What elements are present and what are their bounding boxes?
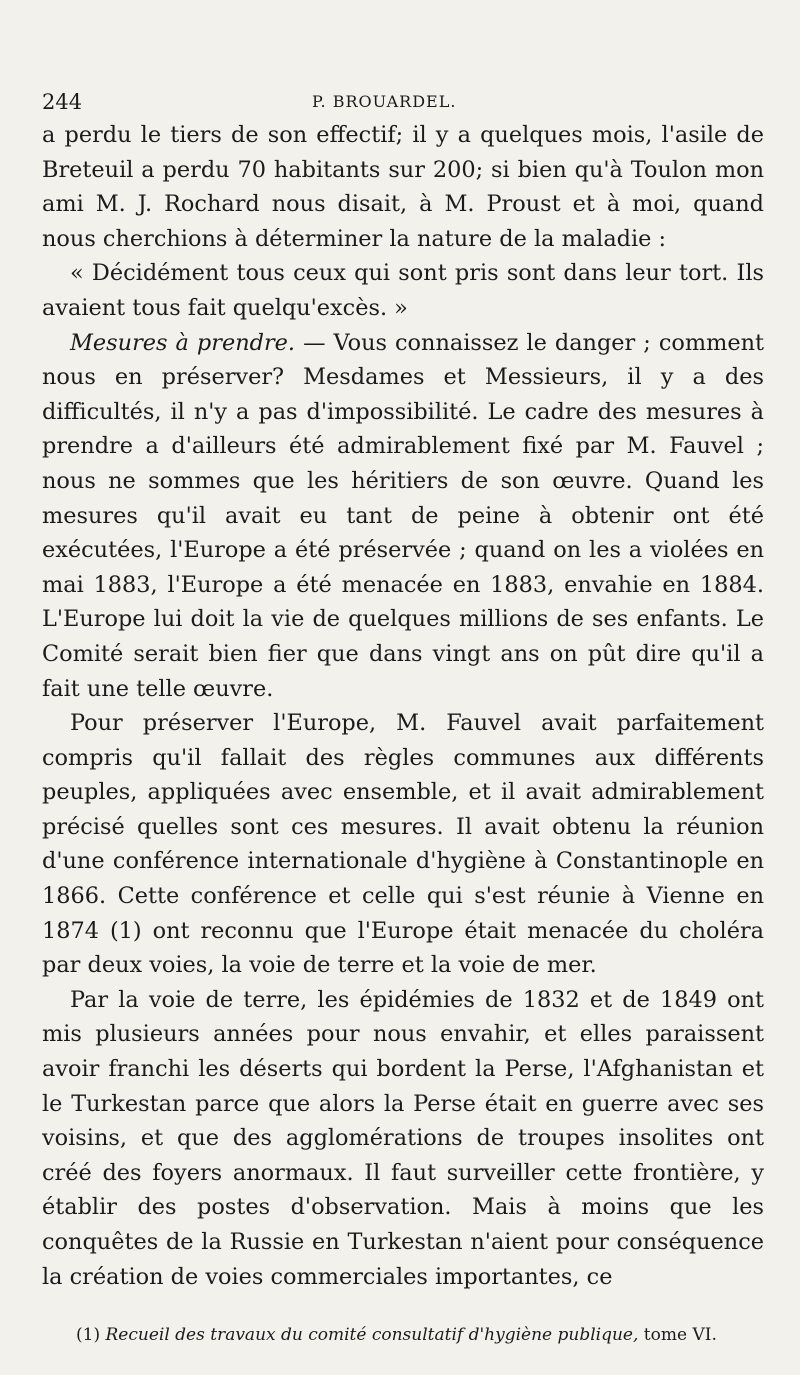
paragraph-3-text: — Vous connaissez le danger ; comment nous en préserver? Mesdames et Messieurs, il y a des difficultés, il n'y a pas d'impossibilité. Le cadre des mesures à prendre a d'ailleurs été admirablement fixé par M. Fauvel ; nous ne sommes que les héritiers de son œuvre. Quand les mesures qu'il avait eu tant de peine à obtenir ont été exécutées, l'Europe a été préservée ; quand on les a violées en mai 1883, l'Europe a été menacée en 1883, envahie en 1884. L'Europe lui doit la vie de quelques millions de ses enfants. Le Comité serait bien fier que dans vingt ans on pût dire qu'il a fait une telle œuvre. (42, 329, 764, 702)
running-head: P. BROUARDEL. (312, 92, 457, 111)
page-number: 244 (42, 90, 83, 114)
footnote-title: Recueil des travaux du comité consultatif d'hygiène publique, (105, 1325, 639, 1346)
paragraph-1 (42, 118, 764, 256)
paragraph-1-text: a perdu le tiers de son effectif; il y a quelques mois, l'asile de Breteuil a perdu 70 habitants sur 200; si bien qu'à Toulon mon ami M. J. Rochard nous disait, à M. Proust et à moi, quand nous cherchions à déterminer la nature de la maladie : (42, 122, 764, 252)
body-text (42, 118, 764, 1294)
footnote-marker: (1) (76, 1325, 101, 1346)
paragraph-2-text: « Décidément tous ceux qui sont pris sont dans leur tort. Ils avaient tous fait quelqu'excès. » (42, 260, 764, 321)
paragraph-4-text: Pour préserver l'Europe, M. Fauvel avait parfaitement compris qu'il fallait des règles communes aux différents peuples, appliquées avec ensemble, et il avait admirablement précisé quelles sont ces mesures. Il avait obtenu la réunion d'une conférence internationale d'hygiène à Constantinople en 1866. Cette conférence et celle qui s'est réunie à Vienne en 1874 (1) ont reconnu que l'Europe était menacée du choléra par deux voies, la voie de terre et la voie de mer. (42, 710, 764, 979)
paragraph-5 (42, 983, 764, 1294)
page-header (42, 82, 764, 118)
footnote-1 (42, 1322, 764, 1348)
footnote-rest: tome VI. (643, 1325, 717, 1346)
paragraph-3 (42, 326, 764, 707)
paragraph-2 (42, 256, 764, 325)
paragraph-5-text: Par la voie de terre, les épidémies de 1832 et de 1849 ont mis plusieurs années pour nous envahir, et elles paraissent avoir franchi les déserts qui bordent la Perse, l'Afghanistan et le Turkestan parce que alors la Perse était en guerre avec ses voisins, et que des agglomérations de troupes insolites ont créé des foyers anormaux. Il faut surveiller cette frontière, y établir des postes d'observation. Mais à moins que les conquêtes de la Russie en Turkestan n'aient pour conséquence la création de voies commerciales importantes, ce (42, 986, 764, 1290)
footnotes (42, 1322, 764, 1348)
paragraph-4 (42, 706, 764, 983)
section-lead: Mesures à prendre. (70, 329, 296, 356)
